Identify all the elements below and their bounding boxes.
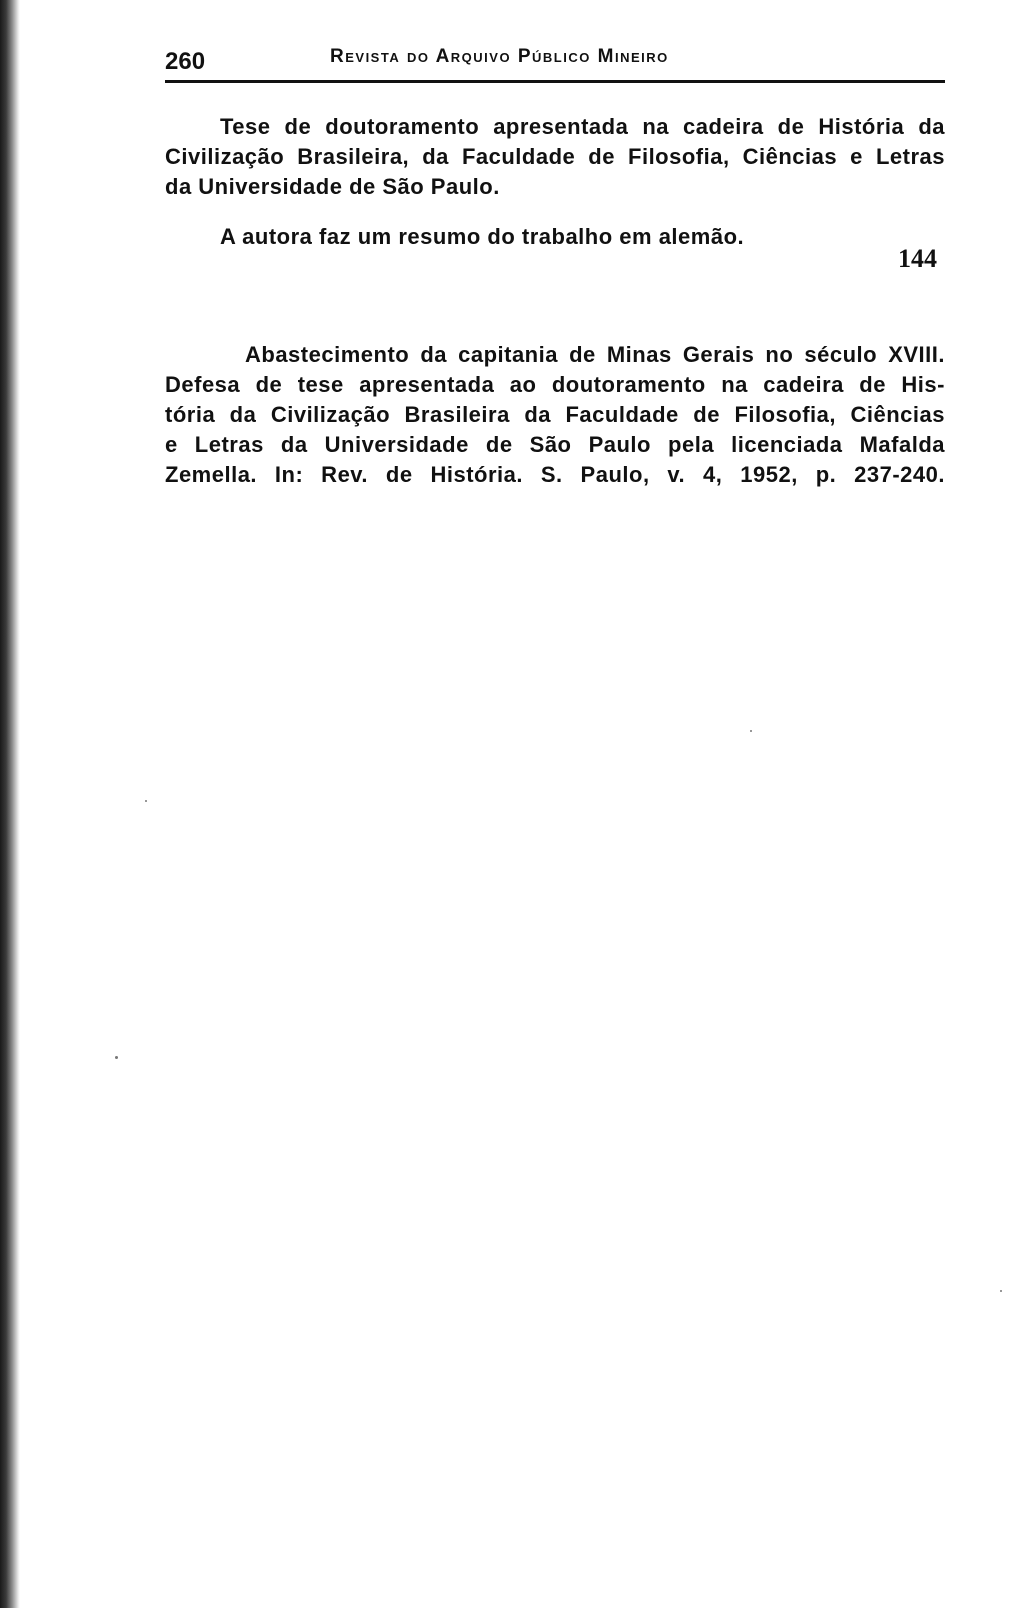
entry-143-note — [220, 222, 840, 252]
page-number: 260 — [165, 48, 206, 75]
entry-144-citation — [165, 340, 945, 490]
header-rule — [165, 80, 945, 83]
entry-143-description — [165, 112, 945, 202]
text-line: Civilização Brasileira, da Faculdade de Filosofia, Ciências e Letras — [165, 144, 945, 169]
scan-speck — [145, 800, 147, 802]
text-line: tória da Civilização Brasileira da Faculdade de Filosofia, Ciências — [165, 402, 945, 427]
text-line: e Letras da Universidade de São Paulo pela licenciada Mafalda — [165, 432, 945, 457]
text-line: Tese de doutoramento apresentada na cadeira de História da — [220, 114, 945, 139]
entry-number: 144 — [898, 244, 937, 273]
scan-speck — [115, 1056, 118, 1059]
scan-speck — [750, 730, 752, 732]
text-line: Abastecimento da capitania de Minas Gerais no século XVIII. — [245, 342, 945, 367]
text-line: A autora faz um resumo do trabalho em alemão. — [220, 224, 745, 249]
running-title: Revista do Arquivo Público Mineiro — [330, 46, 669, 67]
scanned-binding-edge — [0, 0, 20, 1608]
text-line: Zemella. In: Rev. de História. S. Paulo, v. 4, 1952, p. 237-240. — [165, 462, 945, 487]
text-line: Defesa de tese apresentada ao doutoramento na cadeira de His- — [165, 372, 945, 397]
scan-speck — [1000, 1290, 1002, 1292]
text-line: da Universidade de São Paulo. — [165, 174, 500, 199]
